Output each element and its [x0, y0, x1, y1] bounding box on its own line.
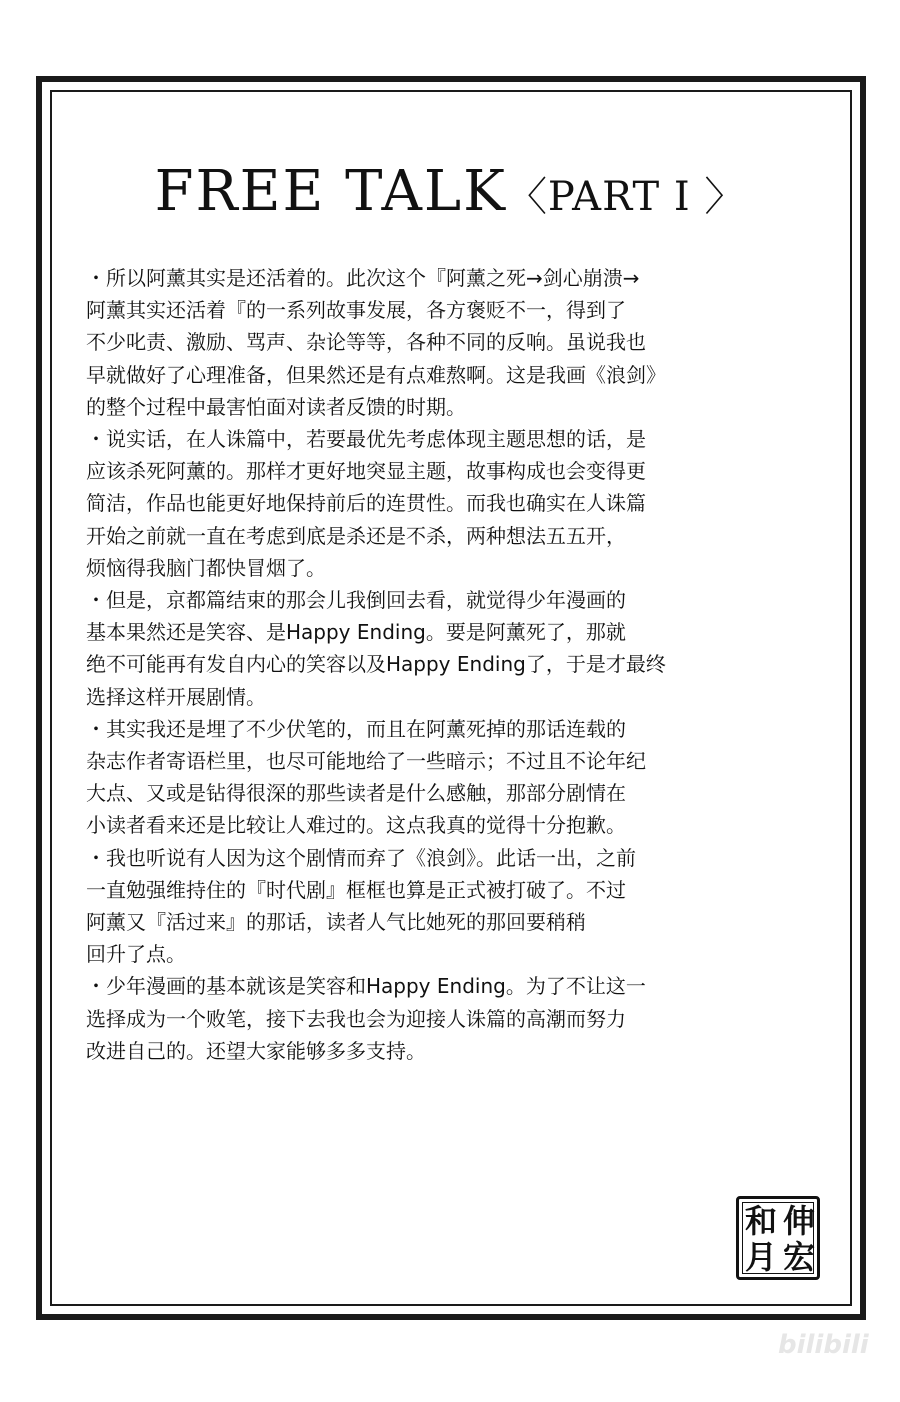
text-line: 选择这样开展剧情。 [86, 684, 266, 709]
text-line: 回升了点。 [86, 942, 186, 967]
text-line: 的整个过程中最害怕面对读者反馈的时期。 [86, 394, 466, 419]
paragraph [86, 713, 836, 842]
seal-glyph: 月 [744, 1238, 777, 1276]
text-line: 改进自己的。还望大家能够多多支持。 [86, 1038, 426, 1063]
free-talk-body [86, 262, 836, 1067]
text-line: 开始之前就一直在考虑到底是杀还是不杀，两种想法五五开， [86, 523, 626, 548]
paragraph [86, 970, 836, 1067]
text-line: ・所以阿薰其实是还活着的。此次这个『阿薰之死→剑心崩溃→ [86, 266, 640, 290]
text-line: 杂志作者寄语栏里，也尽可能地给了一些暗示；不过且不论年纪 [86, 749, 646, 774]
text-line: ・我也听说有人因为这个剧情而弃了《浪剑》。此话一出，之前 [86, 845, 636, 870]
page-title [0, 160, 900, 229]
text-line: ・但是，京都篇结束的那会儿我倒回去看，就觉得少年漫画的 [86, 588, 626, 613]
paragraph [86, 262, 836, 423]
text-line: 基本果然还是笑容、是Happy Ending。要是阿薰死了，那就 [86, 620, 626, 645]
seal-glyph: 宏 [782, 1238, 815, 1276]
text-line: 阿薰又『活过来』的那话，读者人气比她死的那回要稍稍 [86, 910, 586, 935]
text-line: 早就做好了心理准备，但果然还是有点难熬啊。这是我画《浪剑》 [86, 362, 666, 387]
author-seal-stamp [736, 1196, 820, 1280]
text-line: 选择成为一个败笔，接下去我也会为迎接人诛篇的高潮而努力 [86, 1006, 626, 1031]
title-main: FREE TALK [154, 159, 507, 224]
seal-glyph: 伸 [782, 1202, 815, 1240]
seal-glyph: 和 [744, 1202, 777, 1240]
paragraph [86, 423, 836, 584]
text-line: 不少叱责、激励、骂声、杂论等等，各种不同的反响。虽说我也 [86, 330, 646, 355]
title-part: 〈PART I 〉 [506, 174, 746, 220]
text-line: ・说实话，在人诛篇中，若要最优先考虑体现主题思想的话，是 [86, 427, 646, 452]
bilibili-watermark: bilibili [778, 1330, 869, 1360]
text-line: ・其实我还是埋了不少伏笔的，而且在阿薰死掉的那话连载的 [86, 716, 626, 741]
paragraph [86, 584, 836, 713]
text-line: ・少年漫画的基本就该是笑容和Happy Ending。为了不让这一 [86, 974, 646, 999]
text-line: 烦恼得我脑门都快冒烟了。 [86, 555, 326, 580]
text-line: 应该杀死阿薰的。那样才更好地突显主题，故事构成也会变得更 [86, 459, 646, 484]
paragraph [86, 842, 836, 971]
text-line: 简洁，作品也能更好地保持前后的连贯性。而我也确实在人诛篇 [86, 491, 646, 516]
text-line: 阿薰其实还活着『的一系列故事发展，各方褒贬不一，得到了 [86, 298, 626, 323]
text-line: 绝不可能再有发自内心的笑容以及Happy Ending了，于是才最终 [86, 652, 666, 677]
text-line: 一直勉强维持住的『时代剧』框框也算是正式被打破了。不过 [86, 877, 626, 902]
text-line: 大点、又或是钻得很深的那些读者是什么感触，那部分剧情在 [86, 781, 626, 806]
text-line: 小读者看来还是比较让人难过的。这点我真的觉得十分抱歉。 [86, 813, 626, 838]
